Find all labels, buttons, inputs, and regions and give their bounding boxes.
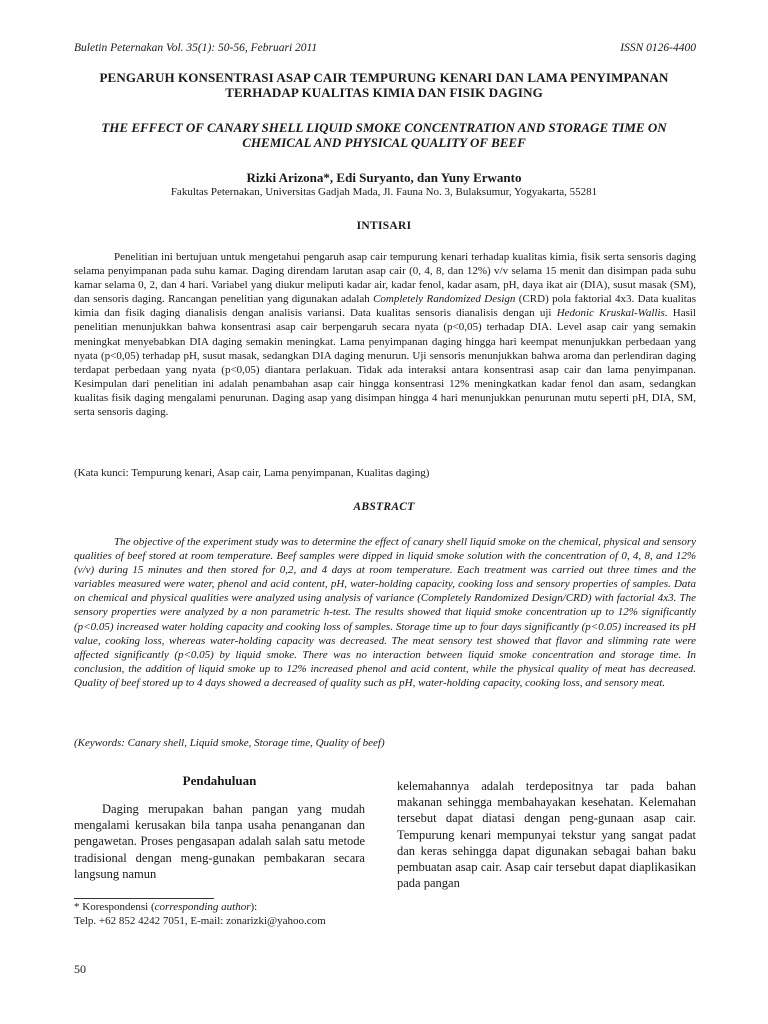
intisari-part-2: (CRD) pola faktorial 4x3. Data kualitas kimia dan fisik daging dianalisis dengan analisis variansi. Data kualitas sensoris dianalisis dengan uji (74, 293, 696, 320)
issn: ISSN 0126-4400 (620, 42, 696, 54)
intisari-part-3: . Hasil penelitian menunjukkan bahwa konsentrasi asap cair berpengaruh secara nyata (p<0,05) terhadap DIA. Level asap cair yang semakin meningkat menyebabkan DIA daging semakin meningkat. Lama penyimpanan daging hingga hari keempat menunjukkan perbedaan yang nyata (p<0,05) terhadap pH, susut masak, sedangkan DIA daging menurun. Uji sensoris menunjukkan bahwa aroma dan perlendiran daging terdapat perbedaan yang nyata (p<0,05) diantara perlakuan. Tidak ada interaksi antara konsentrasi asap cair dan lama penyimpanan. Kesimpulan dari penelitian ini adalah penambahan asap cair hingga konsentrasi 12% meningkatkan kadar fenol dan asam, sedangkan kualitas fisik daging mengalami penurunan. Daging asap yang disimpan hingga 4 hari menunjukkan penurunan mutu seperti pH, DIA, SM, serta sensoris daging. (74, 307, 696, 419)
footnote-rule (74, 898, 214, 899)
footnote-italic: corresponding author (154, 901, 251, 913)
footnote-prefix: * Korespondensi ( (74, 901, 155, 913)
intro-right-column (397, 778, 696, 891)
intro-paragraph-left: Daging merupakan bahan pangan yang mudah mengalami kerusakan bila tanpa usaha penanganan dan pengawetan. Proses pengasapan adalah salah satu metode tradisional dengan meng-gunakan pembakaran secara langsung namun (74, 802, 365, 881)
intisari-hedonic: Hedonic Kruskal-Wallis (556, 307, 665, 320)
intro-left-column (74, 773, 365, 882)
journal-citation: Buletin Peternakan Vol. 35(1): 50-56, Februari 2011 (74, 42, 318, 54)
affiliation: Fakultas Peternakan, Universitas Gadjah Mada, Jl. Fauna No. 3, Bulaksumur, Yogyakarta, 55281 (170, 186, 598, 198)
footnote-contact: Telp. +62 852 4242 7051, E-mail: zonarizki@yahoo.com (74, 915, 326, 927)
footnote-correspondence (74, 901, 257, 913)
footnote-suffix: ): (250, 901, 258, 913)
intisari-text (74, 250, 696, 419)
keywords: (Keywords: Canary shell, Liquid smoke, Storage time, Quality of beef) (74, 737, 385, 749)
intro-paragraph-right: kelemahannya adalah terdepositnya tar pada bahan makanan sehingga membahayakan kesehatan. Kelemahan tersebut dapat diatasi dengan peng-gunaan asap cair. Tempurung kenari mempunyai tekstur yang sangat padat dan keras sehingga dapat digunakan sebagai bahan baku pembuatan asap cair. Asap cair tersebut dapat diaplikasikan pada pangan (397, 779, 696, 891)
intro-heading: Pendahuluan (182, 773, 257, 788)
page-number: 50 (74, 962, 86, 976)
authors: Rizki Arizona*, Edi Suryanto, dan Yuny Erwanto (246, 170, 522, 185)
intisari-crd: Completely Randomized Design (373, 293, 516, 306)
intisari-part-1: Penelitian ini bertujuan untuk mengetahui pengaruh asap cair tempurung kenari terhadap kualitas kimia, fisik serta sensoris daging selama penyimpanan pada suhu kamar. Daging direndam larutan asap cair (0, 4, 8, dan 12%) v/v selama 15 menit dan disimpan pada suhu kamar selama 0, 2, dan 4 hari. Variabel yang diukur meliputi kadar air, kadar fenol, kadar asam, pH, daya ikat air (DIA), susut masak (SM), dan sensoris daging. Rancangan penelitian yang digunakan adalah (74, 251, 696, 306)
intisari-heading: INTISARI (356, 220, 412, 232)
abstract-text: The objective of the experiment study was to determine the effect of canary shell liquid smoke on the chemical, physical and sensory qualities of beef stored at room temperature. Beef samples were dipped in liquid smoke solution with the concentration of 0, 4, 8, and 12% (v/v) during 15 minutes and then stored for 0,2, and 4 days at room temperature. Each treatment was carried out three times and the variables measured were water, phenol and acid content, pH, water-holding capacity, cooking loss and sensory properties of samples. Data on chemical and physical qualities were analyzed using analysis of variance (Completely Randomized Design/CRD) with factorial 4x3. The sensory properties were analyzed by a non parametric h-test. The results showed that liquid smoke concentration up to 12% significantly (p<0.05) increased water holding capacity and cooking loss of samples. Storage time up to four days significantly (p<0.05) increased its pH value, cooking loss, whereas water-holding capacity was decreased. The meat sensory test showed that flavor and slimming rate were affected significantly (p<0.05) by liquid smoke. There was no interaction between liquid smoke concentration and storage time. In conclusion, the addition of liquid smoke up to 12% increased phenol and acid content, while the physical quality of meat has decreased. Quality of beef stored up to 4 days showed a decreased of quality such as pH, water-holding capacity, cooking loss, and sensory meat. (74, 536, 696, 689)
title-indonesian: PENGARUH KONSENTRASI ASAP CAIR TEMPURUNG KENARI DAN LAMA PENYIMPANAN TERHADAP KUALITAS KIMIA DAN FISIK DAGING (99, 70, 669, 100)
abstract-heading: ABSTRACT (353, 501, 415, 513)
title-english: THE EFFECT OF CANARY SHELL LIQUID SMOKE CONCENTRATION AND STORAGE TIME ON CHEMICAL AND PHYSICAL QUALITY OF BEEF (101, 120, 667, 150)
kata-kunci: (Kata kunci: Tempurung kenari, Asap cair, Lama penyimpanan, Kualitas daging) (74, 467, 430, 479)
